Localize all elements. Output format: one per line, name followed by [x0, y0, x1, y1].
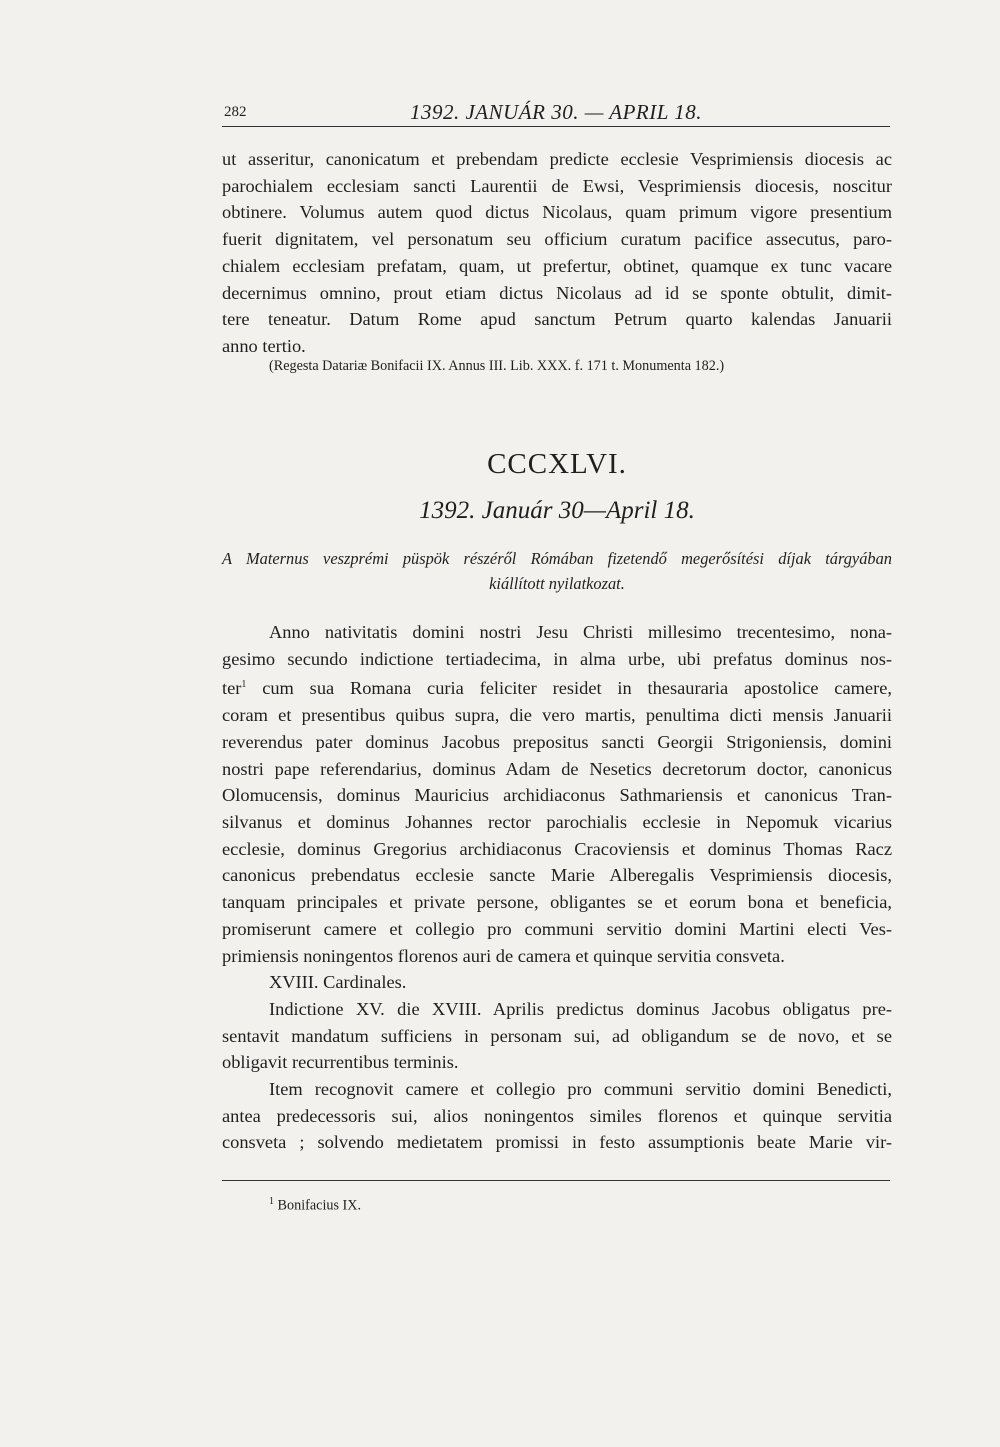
- text-line: fuerit dignitatem, vel personatum seu officium curatum pacifice assecutus, paro-: [222, 229, 892, 250]
- page-number: 282: [224, 104, 247, 120]
- text-line: Indictione XV. die XVIII. Aprilis predictus dominus Jacobus obligatus pre-: [269, 998, 892, 1019]
- text-line: antea predecessoris sui, alios noningentos similes florenos et quinque servitia: [222, 1105, 892, 1126]
- text-line: Item recognovit camere et collegio pro communi servitio domini Benedicti,: [269, 1079, 892, 1099]
- text-line: consveta ; solvendo medietatem promissi in festo assumptionis beate Marie vir-: [222, 1132, 892, 1153]
- running-header: [222, 100, 890, 127]
- text-line: ut asseritur, canonicatum et prebendam predicte ecclesie Vesprimiensis diocesis ac: [222, 149, 892, 169]
- document-number: CCCXLVI.: [487, 448, 627, 480]
- running-title: 1392. JANUÁR 30. — APRIL 18.: [409, 100, 703, 124]
- text-line: [222, 672, 892, 702]
- text-line: decernimus omnino, prout etiam dictus Nicolaus ad id se sponte obtulit, dimit-: [222, 282, 892, 303]
- document-summary: [222, 546, 892, 596]
- text-line: parochialem ecclesiam sancti Laurentii de Ewsi, Vesprimiensis diocesis, noscitur: [222, 175, 892, 196]
- text-line: reverendus pater dominus Jacobus prepositus sancti Georgii Strigoniensis, domini: [222, 731, 892, 752]
- text-line: tere teneatur. Datum Rome apud sanctum Petrum quarto kalendas Januarii: [222, 309, 892, 330]
- text-line: primiensis noningentos florenos auri de camera et quinque servitia consveta.: [222, 945, 785, 966]
- footnote-reference: 1: [241, 679, 247, 691]
- text-line: silvanus et dominus Johannes rector parochialis ecclesie in Nepomuk vicarius: [222, 812, 892, 833]
- summary-line: kiállított nyilatkozat.: [489, 574, 625, 593]
- footnote: [269, 1196, 361, 1215]
- document-body-continued: [222, 1076, 892, 1156]
- text-line: chialem ecclesiam prefatam, quam, ut prefertur, obtinet, quamque ex tunc vacare: [222, 255, 892, 276]
- text-line: tanquam principales et private persone, obligantes se et eorum bona et beneficia,: [222, 892, 892, 913]
- preceding-text: [222, 146, 892, 360]
- text-line: gesimo secundo indictione tertiadecima, in alma urbe, ubi prefatus dominus nos-: [222, 648, 892, 669]
- cardinales-line: XVIII. Cardinales.: [269, 972, 407, 993]
- text-line: Anno nativitatis domini nostri Jesu Christi millesimo trecentesimo, nona-: [269, 622, 892, 642]
- text-line: promiserunt camere et collegio pro communi servitio domini Martini electi Ves-: [222, 918, 892, 939]
- footnote-mark: 1: [269, 1196, 274, 1207]
- document-date: 1392. Január 30—April 18.: [419, 497, 695, 524]
- document-body: [222, 619, 892, 1076]
- text-fragment: cum sua Romana curia feliciter residet in thesauraria apostolice camere,: [262, 678, 892, 699]
- text-line: canonicus prebendatus ecclesie sancte Marie Alberegalis Vesprimiensis diocesis,: [222, 865, 892, 886]
- text-fragment: ter: [222, 678, 242, 699]
- text-line: Olomucensis, dominus Mauricius archidiaconus Sathmariensis et canonicus Tran-: [222, 785, 892, 806]
- text-line: obligavit recurrentibus terminis.: [222, 1052, 459, 1073]
- text-line: ecclesie, dominus Gregorius archidiaconus Cracoviensis et dominus Thomas Racz: [222, 838, 892, 859]
- text-line: nostri pape referendarius, dominus Adam de Nesetics decretorum doctor, canonicus: [222, 758, 892, 779]
- text-line: coram et presentibus quibus supra, die vero martis, penultima dicti mensis Januarii: [222, 705, 892, 726]
- text-line: sentavit mandatum sufficiens in personam sui, ad obligandum se de novo, et se: [222, 1025, 892, 1046]
- source-citation: (Regesta Datariæ Bonifacii IX. Annus III. Lib. XXX. f. 171 t. Monumenta 182.): [269, 358, 725, 374]
- footnote-text: Bonifacius IX.: [277, 1197, 362, 1214]
- summary-line: A Maternus veszprémi püspök részéről Rómában fizetendő megerősítési díjak tárgyában: [222, 549, 892, 568]
- text-line: obtinere. Volumus autem quod dictus Nicolaus, quam primum vigore presentium: [222, 202, 892, 223]
- text-line: anno tertio.: [222, 335, 306, 356]
- footnote-divider: [222, 1180, 890, 1181]
